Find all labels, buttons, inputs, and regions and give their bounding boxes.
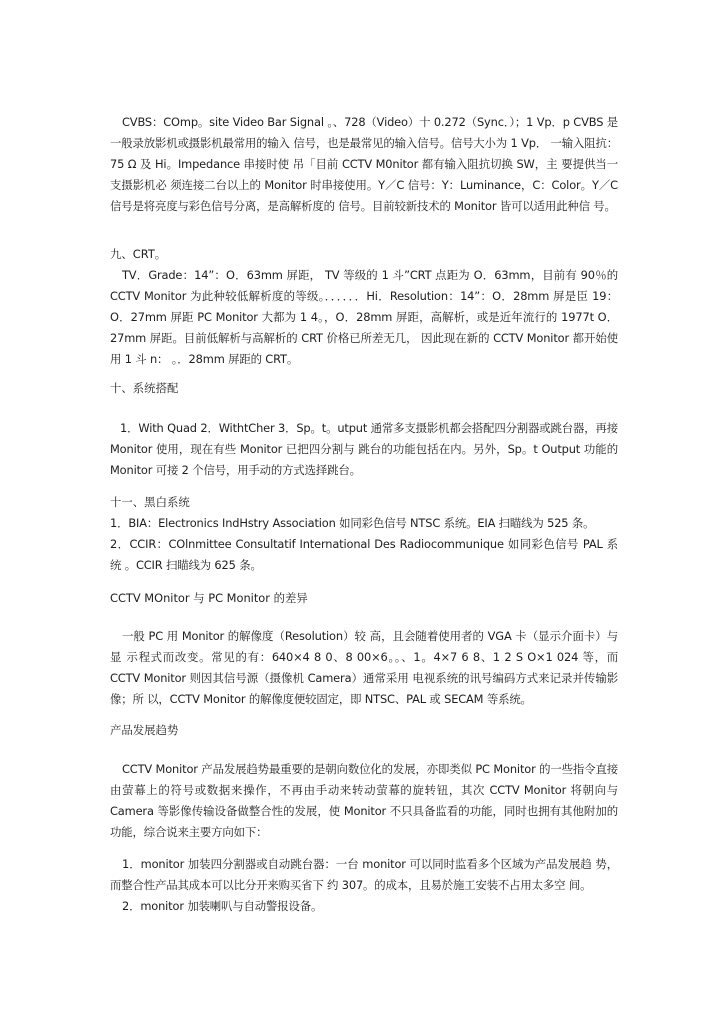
trend-section (110, 759, 618, 843)
heading-trend: 产品发展趋势 (110, 723, 179, 737)
bw-line-2: 2．CCIR：COlnmittee Consultatif International Des Radiocommunique 如同彩色信号 PAL 系统 。CCIR 扫瞄线为 625 条。 (110, 537, 618, 572)
crt-paragraph: TV．Grade：14”：O．63mm 屏距， TV 等级的 1 斗”CRT 点距为 O．63mm，目前有 90％的 CCTV Monitor 为此种较低解析度的等级。．．．．．．Hi．Resolution：14”：O．28mm 屏是臣 19：O．27mm 屏距 PC Monitor 大都为 1 4。，O．28mm 屏距，高解析，或是近年流行的 1977t O．27mm 屏距。目前低解析与高解析的 CRT 价格已所差无几， 因此现在新的 CCTV Monitor 都开始使用 1 斗 n： 。．28mm 屏距的 CRT。 (110, 268, 618, 366)
bw-section (110, 513, 618, 576)
trend-paragraph: CCTV Monitor 产品发展趋势最重要的是朝向数位化的发展，亦即类似 PC Monitor 的一些指令直接由萤幕上的符号或数据来操作，不再由手动来转动萤幕的旋转钮，其次 CCTV Monitor 将朝向与 Camera 等影像传输设备做整合性的发展，使 Monitor 不只具备监看的功能，同时也拥有其他附加的功能，综合说来主要方向如下： (110, 762, 618, 839)
cvbs-section (110, 112, 618, 217)
system-section (110, 418, 618, 481)
heading-diff: CCTV MOnitor 与 PC Monitor 的差异 (110, 591, 308, 605)
heading-system: 十、系统搭配 (110, 381, 179, 395)
system-paragraph: 1．With Quad 2．WithtCher 3．Sp。t。utput 通常多支摄影机都会搭配四分割器或跳台器，再接 Monitor 使用，现在有些 Monitor 已把四分割与 跳台的功能包括在内。另外，Sp。t Output 功能的 Monitor 可接 2 个信号，用手动的方式选择跳台。 (110, 421, 618, 477)
diff-paragraph: 一般 PC 用 Monitor 的解像度（Resolution）较 高，且会随着使用者的 VGA 卡（显示介面卡）与显 示程式而改变。常见的有：640×4 8 0、8 00×6。。、1。4×7 6 8、1 2 S O×1 024 等，而 CCTV Monitor 则因其信号源（摄像机 Camera）通常采用 电视系统的讯号编码方式来记录并传输影像；所 以，CCTV Monitor 的解像度便较固定，即 NTSC、PAL 或 SECAM 等系统。 (110, 629, 618, 706)
trend-item-1: 1．monitor 加装四分割器或自动跳台器：一台 monitor 可以同时监看多个区域为产品发展趋 势，而整合性产品其成本可以比分开来购买省下 约 307。的成本，且易於施工安装不占用太多空 间。 (110, 857, 618, 892)
trend-item-2: 2．monitor 加装喇叭与自动警报设备。 (122, 899, 323, 913)
cvbs-paragraph: CVBS：COmp。site Video Bar Signal 。、728（Video）十 0.272（Sync．）；1 Vp．p CVBS 是一般录放影机或摄影机最常用的输入 信号，也是最常见的输入信号。信号大小为 1 Vp． 一输入阻抗：75 Ω 及 Hi。Impedance 串接时使 吊「目前 CCTV M0nitor 都有输入阻抗切换 SW，主 要提供当一支摄影机必 须连接二台以上的 Monitor 时串接使用。Y／C 信号：Y：Luminance，C：Color。Y／C 信号是将亮度与彩色信号分离，是高解析度的 信号。目前较新技术的 Monitor 皆可以适用此种信 号。 (110, 115, 618, 213)
trend-list (110, 854, 618, 917)
heading-crt: 九、CRT。 (110, 247, 167, 261)
crt-section (110, 265, 618, 370)
bw-line-1: 1．BIA：Electronics IndHstry Association 如同彩色信号 NTSC 系统。EIA 扫瞄线为 525 条。 (110, 516, 595, 530)
diff-section (110, 626, 618, 710)
heading-bw: 十一、黑白系统 (110, 495, 190, 509)
